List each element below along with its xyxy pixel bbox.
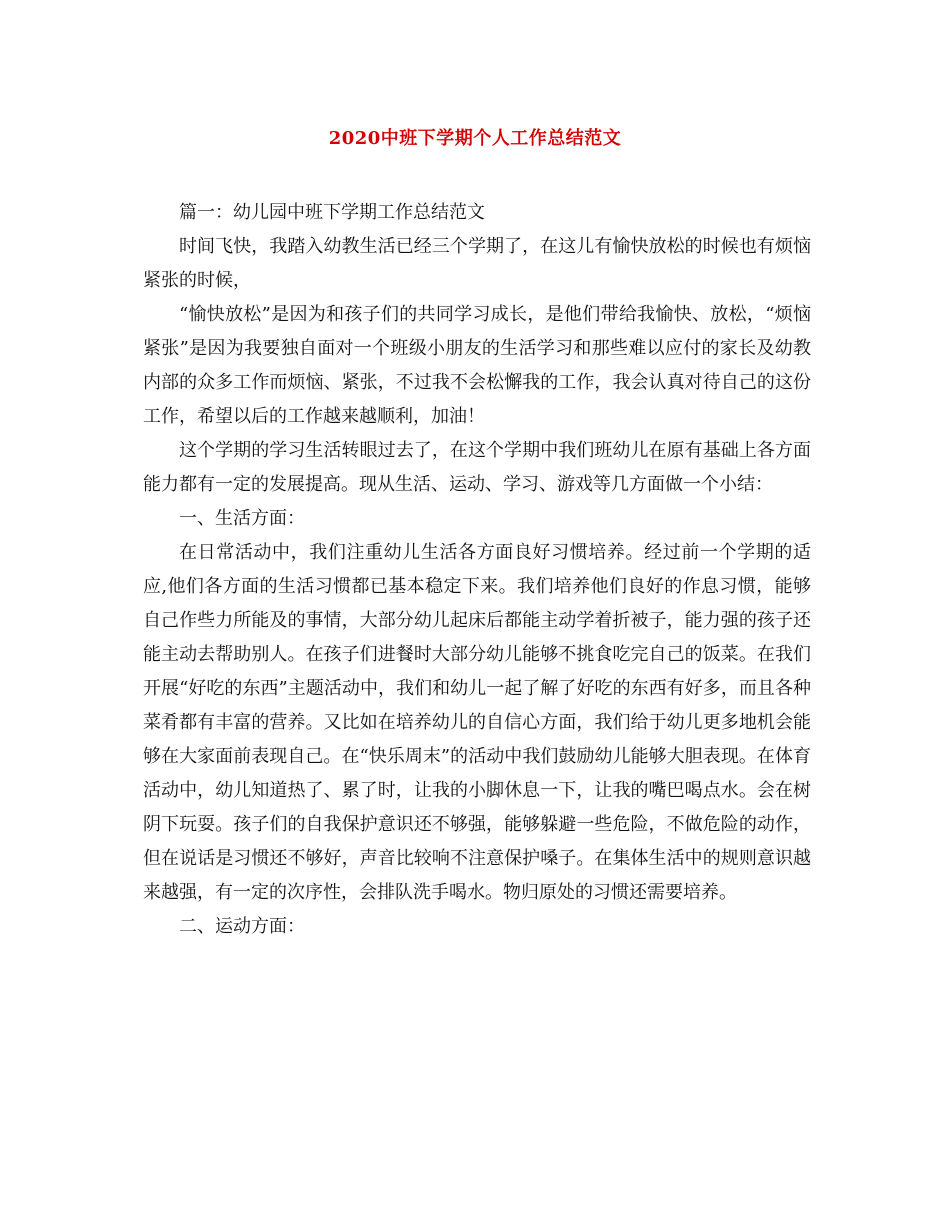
paragraph: 在日常活动中，我们注重幼儿生活各方面良好习惯培养。经过前一个学期的适应,他们各方面的生活习惯都已基本稳定下来。我们培养他们良好的作息习惯，能够自己作些力所能及的事情，大部分幼儿起床后都能主动学着折被子，能力强的孩子还能主动去帮助别人。在孩子们进餐时大部分幼儿能够不挑食吃完自己的饭菜。在我们开展“好吃的东西”主题活动中，我们和幼儿一起了解了好吃的东西有好多，而且各种菜肴都有丰富的营养。又比如在培养幼儿的自信心方面，我们给于幼儿更多地机会能够在大家面前表现自己。在“快乐周末”的活动中我们鼓励幼儿能够大胆表现。在体育活动中，幼儿知道热了、累了时，让我的小脚休息一下，让我的嘴巴喝点水。会在树阴下玩耍。孩子们的自我保护意识还不够强，能够躲避一些危险，不做危险的动作，但在说话是习惯还不够好，声音比较响不注意保护嗓子。在集体生活中的规则意识越来越强，有一定的次序性，会排队洗手喝水。物归原处的习惯还需要培养。 [143, 542, 811, 903]
paragraph: “愉快放松”是因为和孩子们的共同学习成长，是他们带给我愉快、放松，“烦恼紧张”是因为我要独自面对一个班级小朋友的生活学习和那些难以应付的家长及幼教内部的众多工作而烦恼、紧张，不过我不会松懈我的工作，我会认真对待自己的这份工作，希望以后的工作越来越顺利，加油！ [143, 304, 811, 427]
document-body [143, 196, 811, 944]
document-title: 2020中班下学期个人工作总结范文 [328, 128, 622, 149]
paragraph: 这个学期的学习生活转眼过去了，在这个学期中我们班幼儿在原有基础上各方面能力都有一定的发展提高。现从生活、运动、学习、游戏等几方面做一个小结： [143, 440, 811, 495]
paragraph: 时间飞快，我踏入幼教生活已经三个学期了，在这儿有愉快放松的时候也有烦恼紧张的时候， [143, 236, 811, 291]
paragraph-subheading: 二、运动方面： [179, 916, 305, 937]
paragraph-subheading: 一、生活方面： [179, 508, 305, 529]
paragraph-section-heading: 篇一：幼儿园中班下学期工作总结范文 [179, 202, 485, 223]
